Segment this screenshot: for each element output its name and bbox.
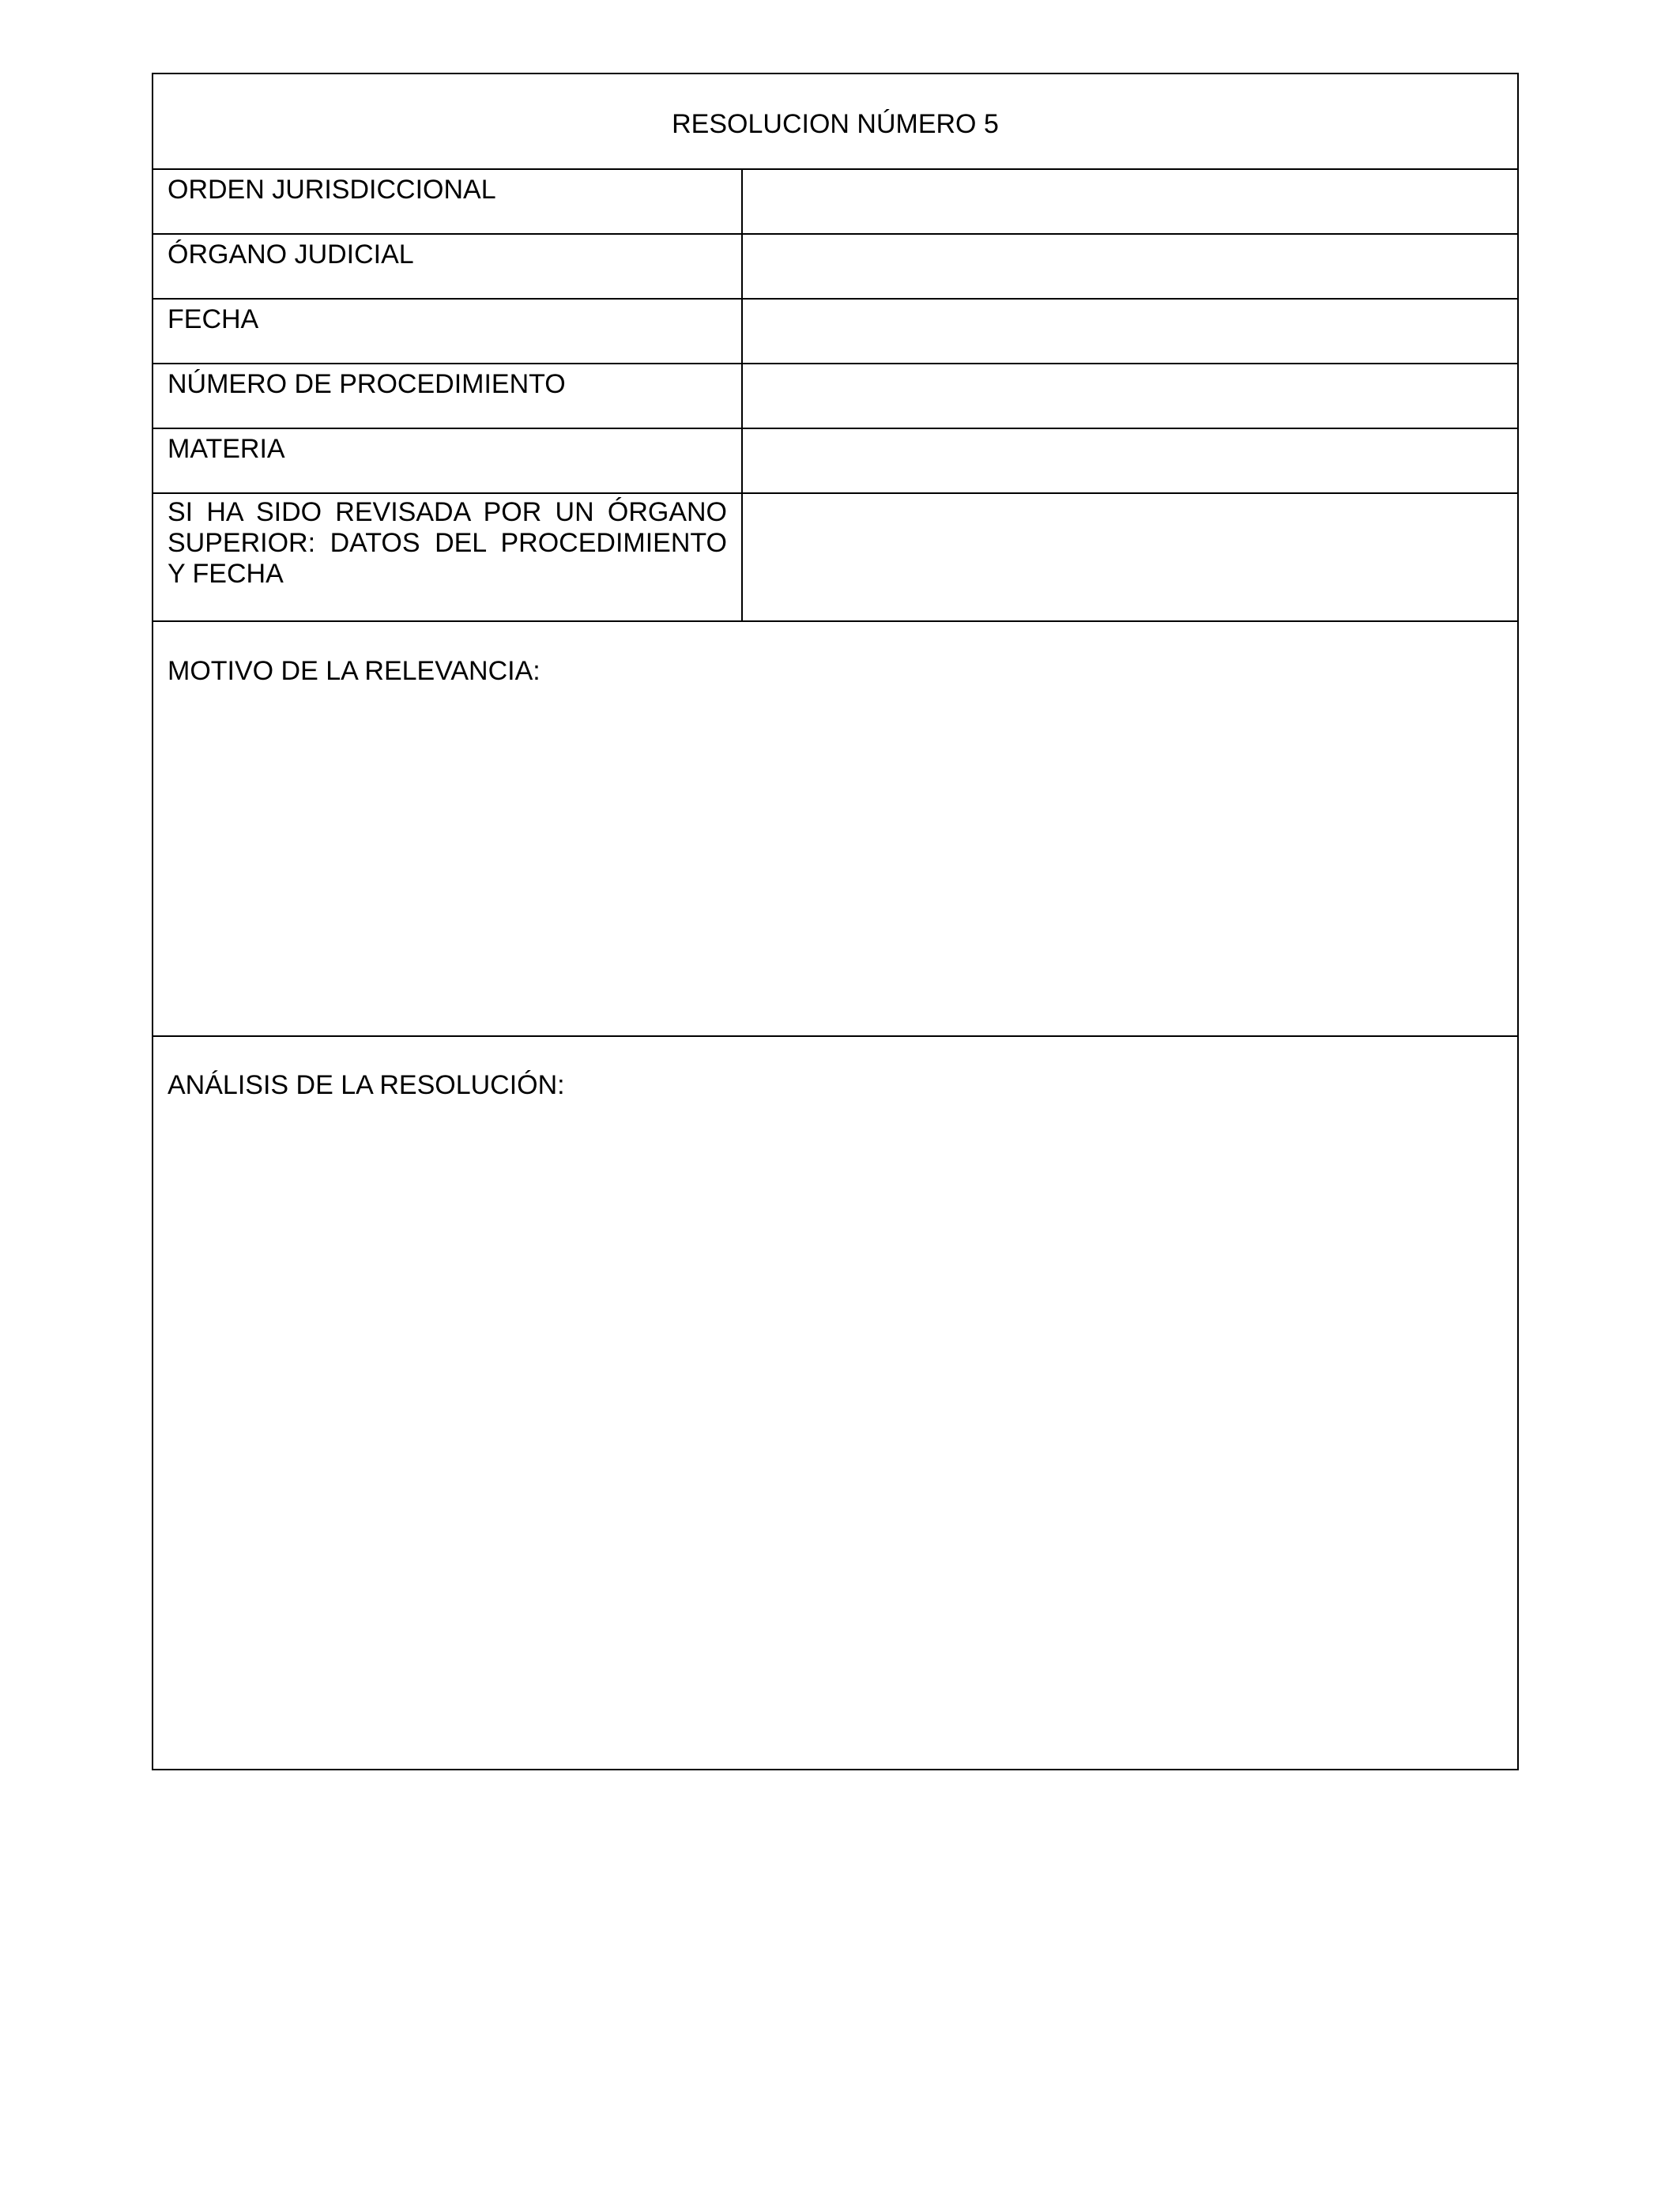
relevance-section[interactable] xyxy=(153,622,1517,1037)
row-label: FECHA xyxy=(153,300,743,363)
row-value-field[interactable] xyxy=(743,429,1517,492)
form-row-orden-jurisdiccional xyxy=(153,170,1517,235)
analysis-label: ANÁLISIS DE LA RESOLUCIÓN: xyxy=(168,1070,565,1100)
row-label: ÓRGANO JUDICIAL xyxy=(153,235,743,298)
form-title: RESOLUCION NÚMERO 5 xyxy=(153,74,1517,170)
analysis-section[interactable] xyxy=(153,1037,1517,1769)
row-value-field[interactable] xyxy=(743,235,1517,298)
row-label: MATERIA xyxy=(153,429,743,492)
form-row-fecha xyxy=(153,300,1517,364)
form-row-organo-judicial xyxy=(153,235,1517,300)
resolution-form xyxy=(152,73,1519,1770)
row-value-field[interactable] xyxy=(743,494,1517,620)
form-row-numero-procedimiento xyxy=(153,364,1517,429)
form-row-revision-superior xyxy=(153,494,1517,622)
relevance-label: MOTIVO DE LA RELEVANCIA: xyxy=(168,656,541,686)
row-value-field[interactable] xyxy=(743,170,1517,233)
form-row-materia xyxy=(153,429,1517,494)
row-label: SI HA SIDO REVISADA POR UN ÓRGANO SUPERIOR: DATOS DEL PROCEDIMIENTO Y FECHA xyxy=(153,494,743,620)
row-value-field[interactable] xyxy=(743,300,1517,363)
row-value-field[interactable] xyxy=(743,364,1517,428)
row-label: NÚMERO DE PROCEDIMIENTO xyxy=(153,364,743,428)
row-label: ORDEN JURISDICCIONAL xyxy=(153,170,743,233)
